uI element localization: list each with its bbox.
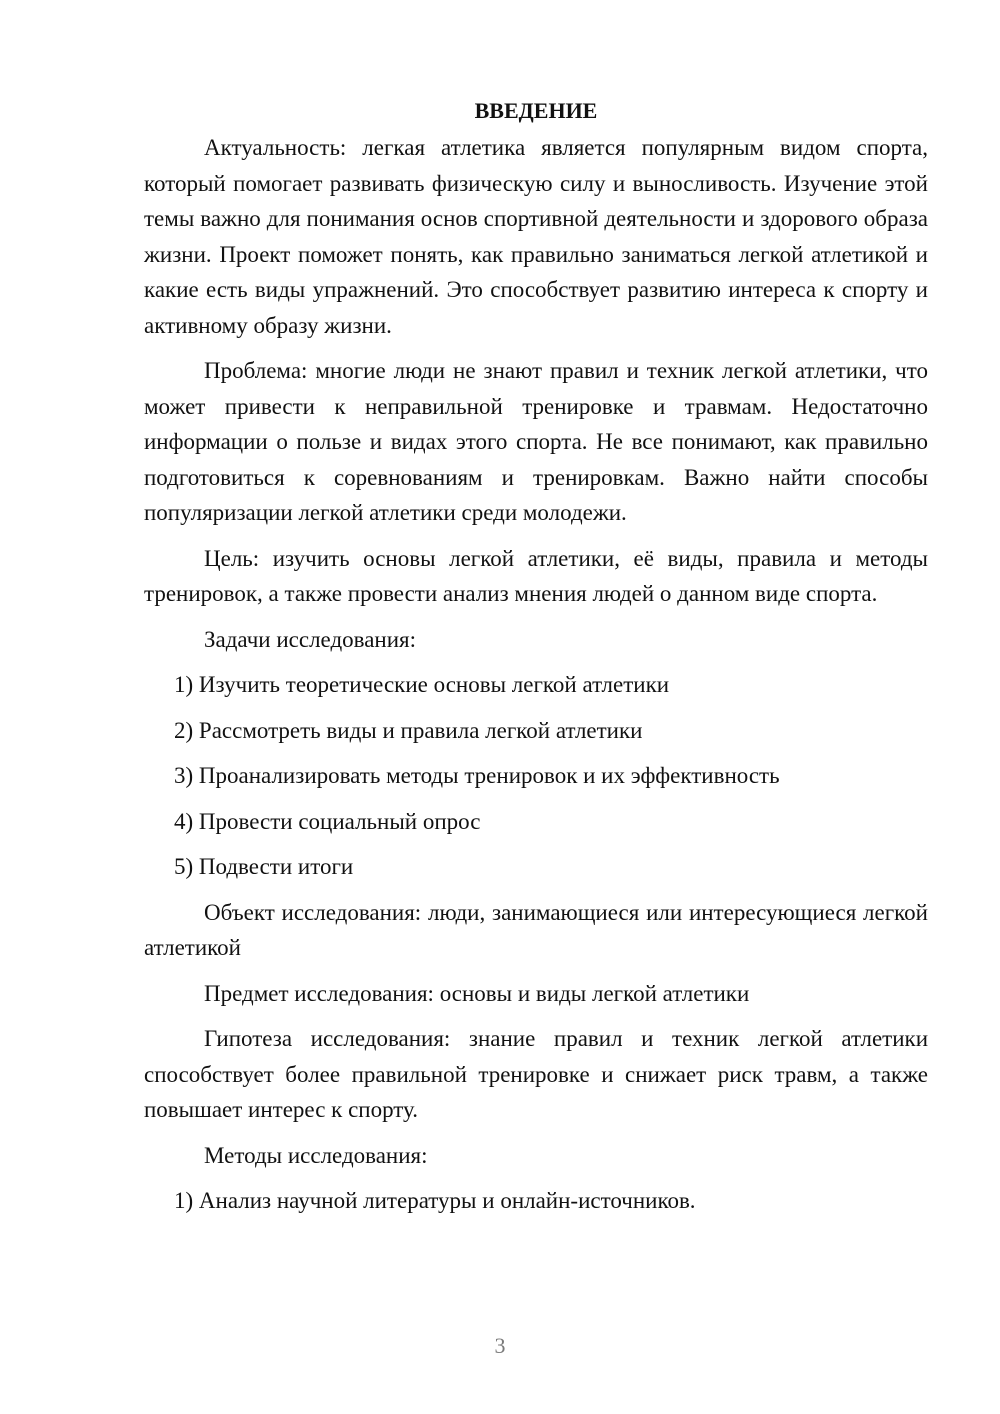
goal-paragraph: Цель: изучить основы легкой атлетики, её виды, правила и методы тренировок, а также провести анализ мнения людей о данном виде спорта. [144,545,928,606]
subject-paragraph: Предмет исследования: основы и виды легкой атлетики [204,980,750,1006]
hypothesis-paragraph: Гипотеза исследования: знание правил и техник легкой атлетики способствует более правильной тренировке и снижает риск травм, а также повышает интерес к спорту. [144,1026,928,1122]
task-item: 3) Проанализировать методы тренировок и их эффективность [174,763,780,788]
page-content [144,93,928,1229]
task-item: 4) Провести социальный опрос [174,808,481,834]
object-paragraph: Объект исследования: люди, занимающиеся или интересующиеся легкой атлетикой [144,899,928,960]
task-item: 2) Рассмотреть виды и правила легкой атлетики [174,717,643,743]
tasks-heading: Задачи исследования: [204,626,417,652]
section-title: ВВЕДЕНИЕ [474,98,598,123]
page-number: 3 [494,1333,506,1358]
methods-heading: Методы исследования: [204,1142,428,1168]
task-item: 5) Подвести итоги [174,854,354,879]
task-item: 1) Изучить теоретические основы легкой атлетики [174,672,670,697]
relevance-paragraph: Актуальность: легкая атлетика является популярным видом спорта, который помогает развивать физическую силу и выносливость. Изучение этой темы важно для понимания основ спортивной деятельности и здорового образа жизни. Проект поможет понять, как правильно заниматься легкой атлетикой и какие есть виды упражнений. Это способствует развитию интереса к спорту и активному образу жизни. [144,135,928,338]
method-item: 1) Анализ научной литературы и онлайн-источников. [174,1188,696,1213]
problem-paragraph: Проблема: многие люди не знают правил и техник легкой атлетики, что может привести к неправильной тренировке и травмам. Недостаточно информации о пользе и видах этого спорта. Не все понимают, как правильно подготовиться к соревнованиям и тренировкам. Важно найти способы популяризации легкой атлетики среди молодежи. [144,358,928,525]
